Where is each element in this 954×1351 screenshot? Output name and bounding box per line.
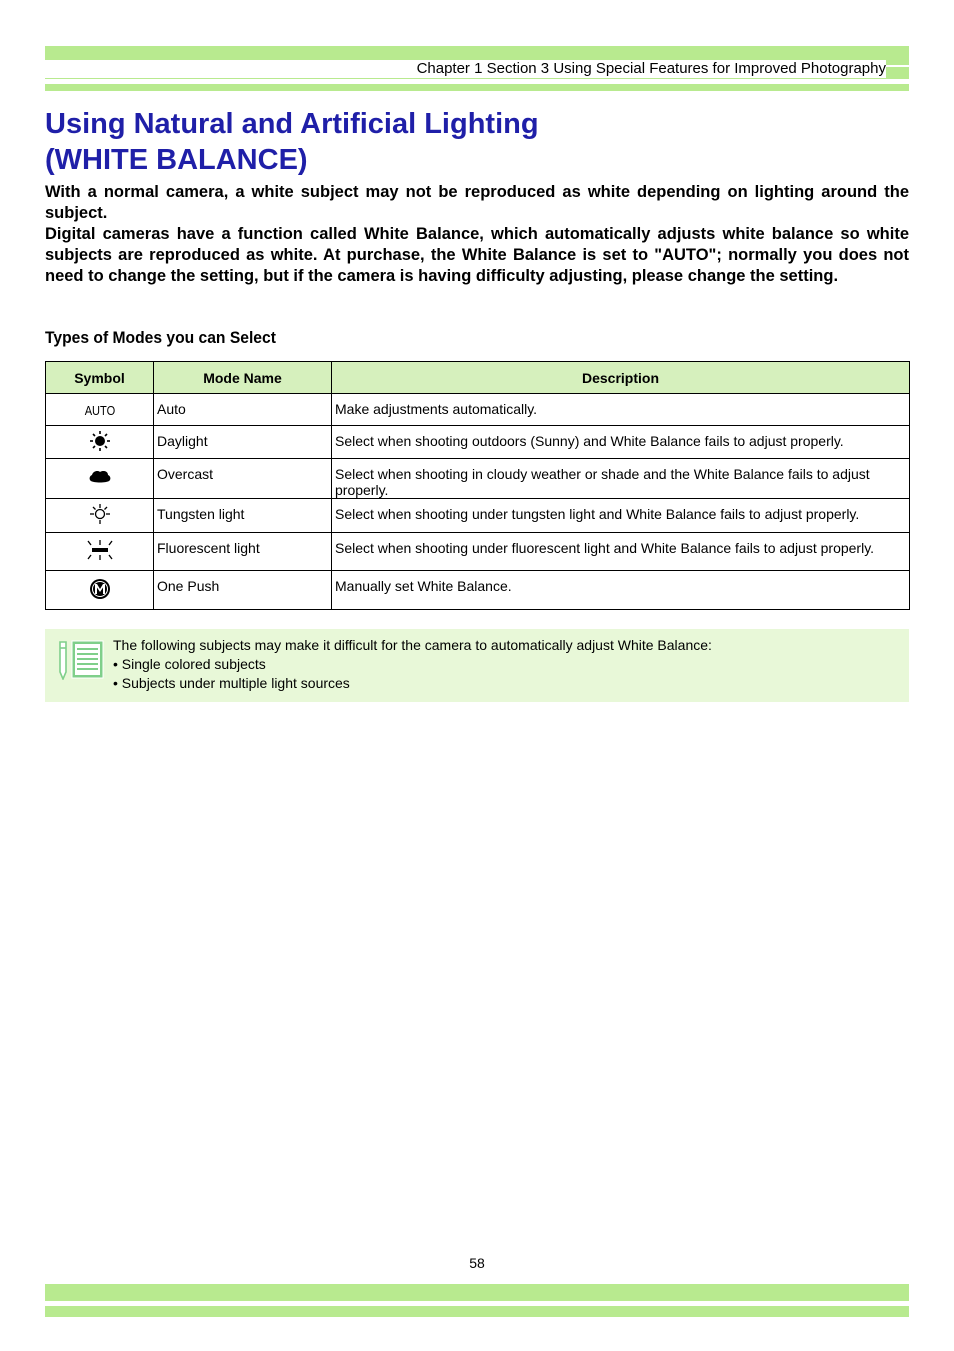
note-bullet-2: • Subjects under multiple light sources xyxy=(113,675,350,691)
note-text xyxy=(113,636,712,693)
description-cell: Make adjustments automatically. xyxy=(332,394,910,426)
table-row xyxy=(46,499,910,533)
table-row xyxy=(46,394,910,426)
header-description: Description xyxy=(332,362,910,394)
table-row xyxy=(46,459,910,499)
symbol-cell xyxy=(46,571,154,610)
page-title-line1: Using Natural and Artificial Lighting xyxy=(45,108,539,140)
description-cell: Select when shooting under fluorescent light and White Balance fails to adjust properly. xyxy=(332,533,910,571)
header-mode-name: Mode Name xyxy=(154,362,332,394)
table-row xyxy=(46,426,910,459)
note-intro: The following subjects may make it difficult for the camera to automatically adjust White Balance: xyxy=(113,637,712,653)
note-bullet-1: • Single colored subjects xyxy=(113,656,266,672)
mode-name-cell: Tungsten light xyxy=(154,499,332,533)
mode-name-cell: Auto xyxy=(154,394,332,426)
header-band-bottom xyxy=(45,84,909,91)
page-title-line2: (WHITE BALANCE) xyxy=(45,144,308,176)
intro-paragraph-1: With a normal camera, a white subject may not be reproduced as white depending on lighting around the subject. xyxy=(45,183,909,222)
symbol-cell xyxy=(46,394,154,426)
symbol-cell xyxy=(46,499,154,533)
description-cell: Select when shooting outdoors (Sunny) and White Balance fails to adjust properly. xyxy=(332,426,910,459)
mode-name-cell: Fluorescent light xyxy=(154,533,332,571)
intro-paragraph-2: Digital cameras have a function called White Balance, which automatically adjusts white balance so white subjects are reproduced as white. At purchase, the White Balance is set to "AUTO"; normally you does not need to change the setting, but if the camera is having difficulty adjusting, please change the setting. xyxy=(45,225,909,285)
modes-table xyxy=(45,361,910,610)
table-row xyxy=(46,533,910,571)
header-symbol: Symbol xyxy=(46,362,154,394)
section-heading: Types of Modes you can Select xyxy=(45,328,276,347)
intro-text xyxy=(45,182,909,287)
chapter-header-text: Chapter 1 Section 3 Using Special Features for Improved Photography xyxy=(409,60,886,77)
page-number: 58 xyxy=(469,1255,485,1271)
page-title xyxy=(45,106,539,178)
manual-m-icon xyxy=(89,578,111,600)
fluorescent-icon xyxy=(86,539,114,561)
cloud-icon xyxy=(88,468,112,486)
mode-name-cell: Overcast xyxy=(154,459,332,499)
description-cell: Select when shooting under tungsten light and White Balance fails to adjust properly. xyxy=(332,499,910,533)
sun-icon xyxy=(89,430,111,452)
mode-name-cell: Daylight xyxy=(154,426,332,459)
symbol-cell xyxy=(46,459,154,499)
auto-text-icon: AUTO xyxy=(84,402,115,418)
table-header-row xyxy=(46,362,910,394)
memo-pencil-icon xyxy=(58,640,106,680)
note-box xyxy=(45,629,909,702)
tungsten-bulb-icon xyxy=(89,503,111,525)
chapter-header xyxy=(45,60,886,78)
description-cell: Select when shooting in cloudy weather or shade and the White Balance fails to adjust properly. xyxy=(332,459,910,499)
footer-band-bottom xyxy=(45,1306,909,1317)
table-row xyxy=(46,571,910,610)
mode-name-cell: One Push xyxy=(154,571,332,610)
footer-band-top xyxy=(45,1284,909,1301)
symbol-cell xyxy=(46,533,154,571)
description-cell: Manually set White Balance. xyxy=(332,571,910,610)
symbol-cell xyxy=(46,426,154,459)
